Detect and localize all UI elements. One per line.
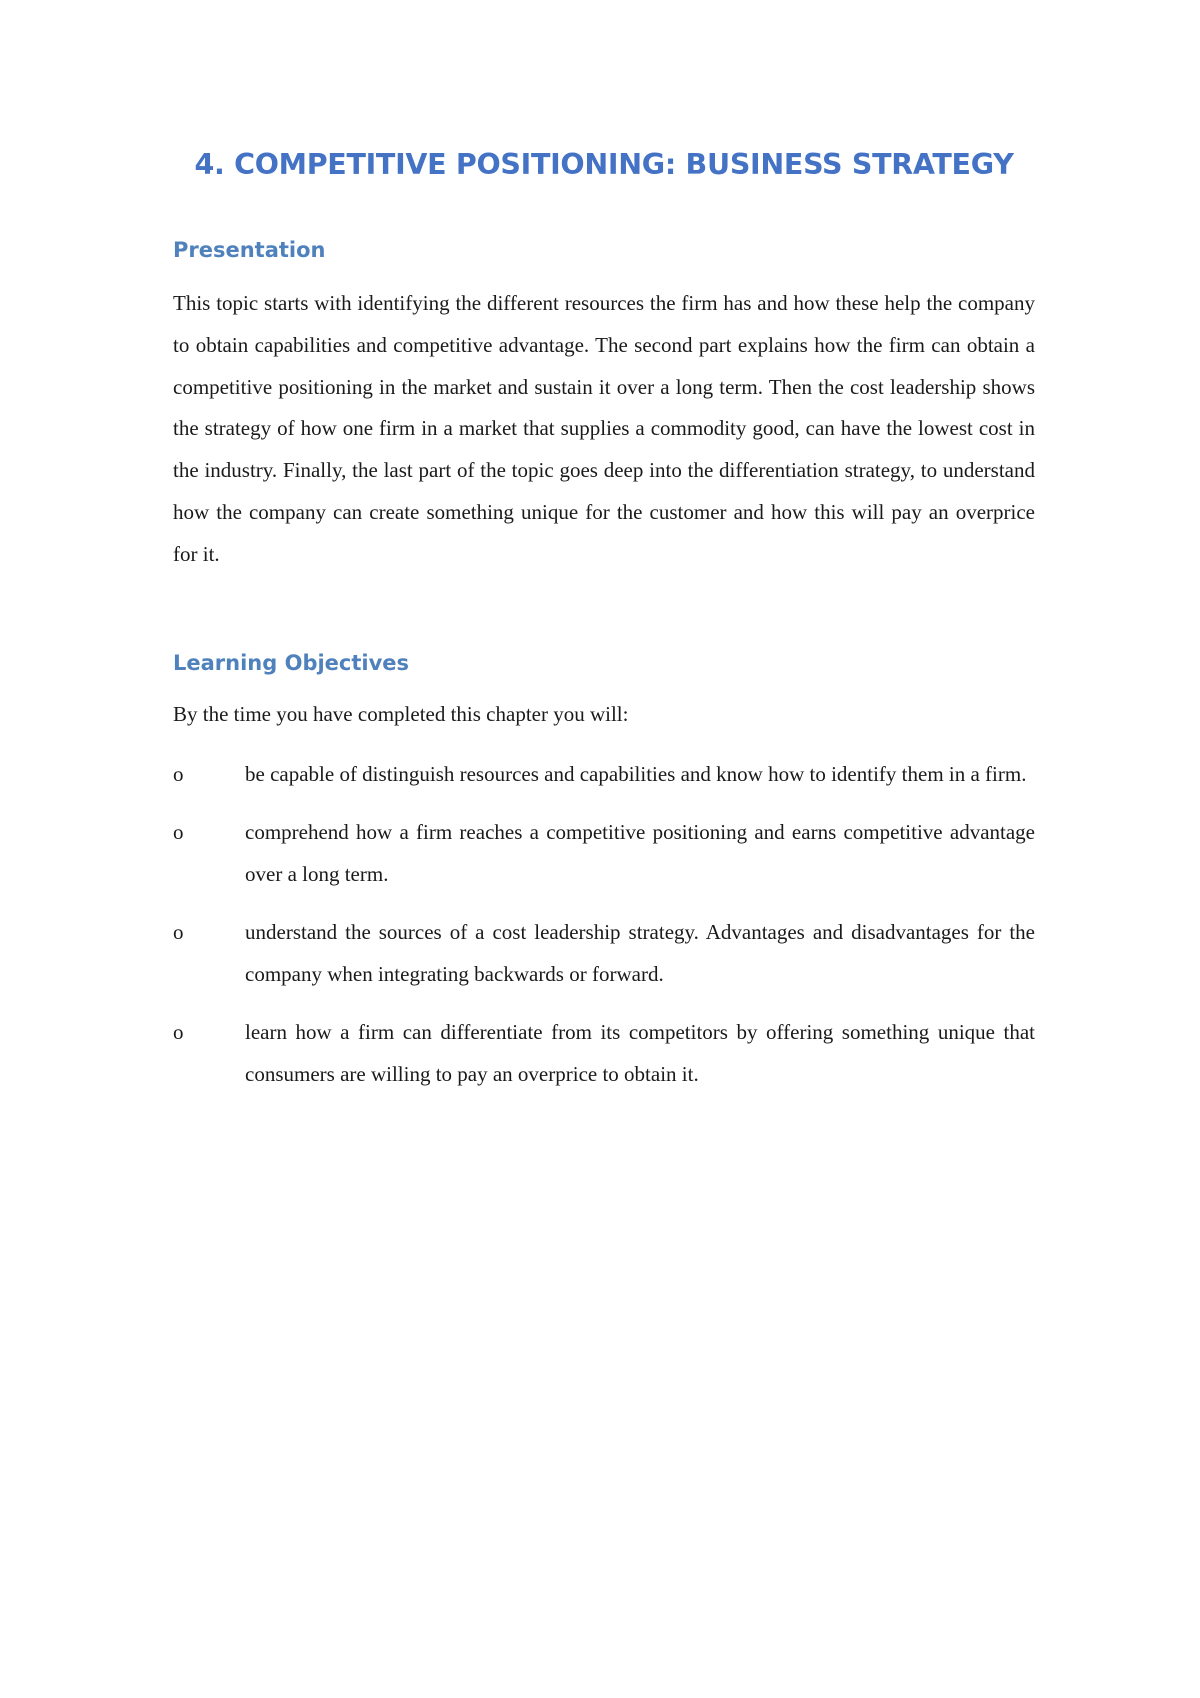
objective-item bbox=[173, 812, 1035, 896]
circle-bullet-icon: o bbox=[173, 920, 184, 945]
objective-text: comprehend how a firm reaches a competitive positioning and earns competitive advantage over a long term. bbox=[245, 820, 1035, 887]
presentation-paragraph: This topic starts with identifying the different resources the firm has and how these help the company to obtain capabilities and competitive advantage. The second part explains how the firm can obtain a competitive positioning in the market and sustain it over a long term. Then the cost leadership shows the strategy of how one firm in a market that supplies a commodity good, can have the lowest cost in the industry. Finally, the last part of the topic goes deep into the differentiation strategy, to understand how the company can create something unique for the customer and how this will pay an overprice for it. bbox=[173, 291, 1035, 566]
circle-bullet-icon: o bbox=[173, 762, 184, 786]
circle-bullet-icon: o bbox=[173, 1020, 184, 1045]
objective-text: learn how a firm can differentiate from its competitors by offering something unique that consumers are willing to pay an overprice to obtain it. bbox=[245, 1020, 1035, 1087]
circle-bullet-icon: o bbox=[173, 820, 184, 845]
objective-item bbox=[173, 754, 1035, 796]
chapter-title: 4. COMPETITIVE POSITIONING: BUSINESS STRATEGY bbox=[194, 148, 1014, 181]
learning-objectives-heading: Learning Objectives bbox=[173, 651, 410, 675]
objective-text: understand the sources of a cost leadership strategy. Advantages and disadvantages for the company when integrating backwards or forward. bbox=[245, 920, 1035, 987]
objectives-list bbox=[173, 754, 1035, 1113]
objective-item bbox=[173, 1012, 1035, 1096]
objective-item bbox=[173, 912, 1035, 996]
objective-text: be capable of distinguish resources and capabilities and know how to identify them in a firm. bbox=[245, 762, 1027, 786]
objectives-intro: By the time you have completed this chapter you will: bbox=[173, 702, 629, 726]
presentation-heading: Presentation bbox=[173, 238, 326, 262]
